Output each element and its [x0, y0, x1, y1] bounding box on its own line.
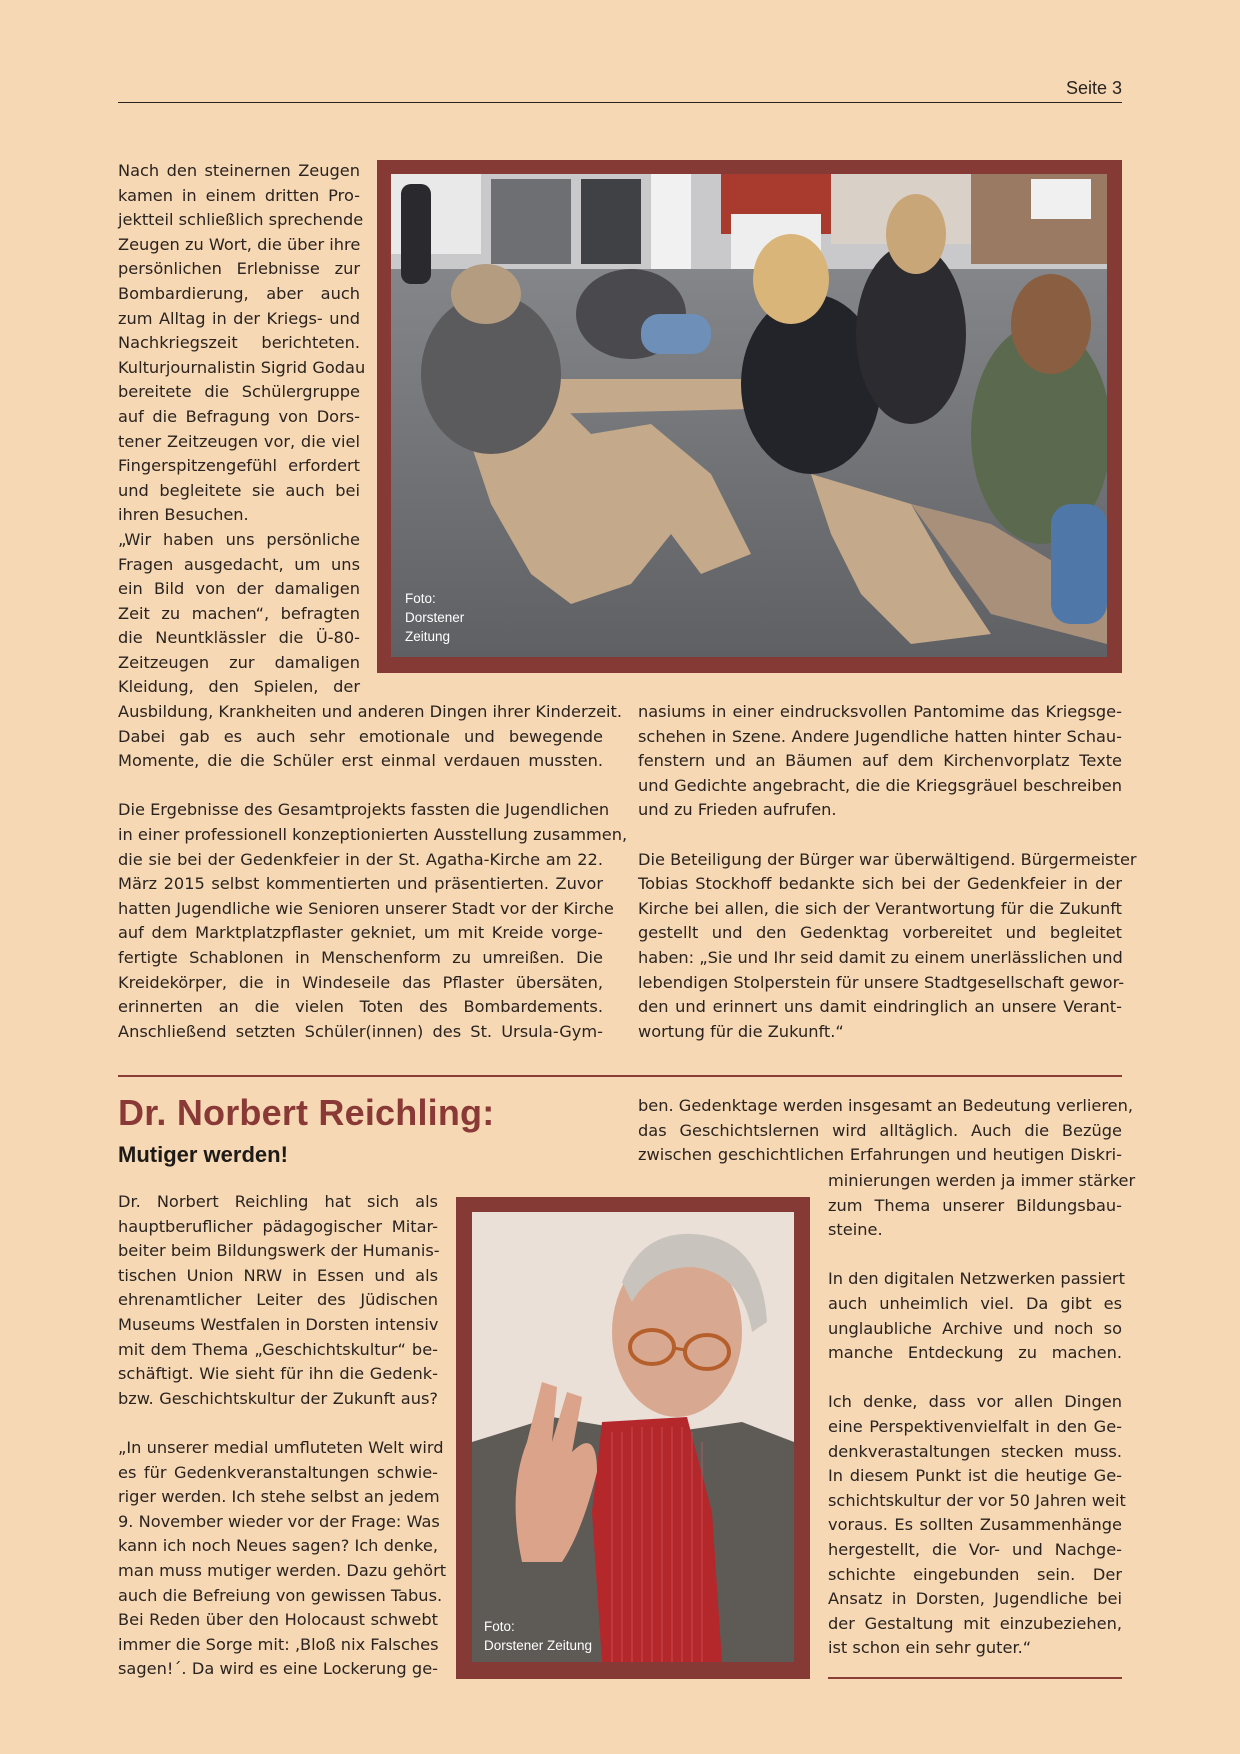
text-line: Ich denke, dass vor allen Dingen: [828, 1392, 1122, 1412]
text-line: manche Entdeckung zu machen.: [828, 1343, 1122, 1363]
text-line: „In unserer medial umfluteten Welt wird: [118, 1437, 444, 1457]
article2-headline: Dr. Norbert Reichling:: [118, 1092, 495, 1133]
text-line: das Geschichtslernen wird alltäglich. Auch die Bezüge: [638, 1120, 1122, 1140]
text-line: denkverastaltungen stecken muss.: [828, 1441, 1122, 1461]
text-line: unglaubliche Archive und noch so: [828, 1318, 1122, 1338]
text-line: Kulturjournalistin Sigrid Godau: [118, 357, 366, 377]
text-line: nasiums in einer eindrucksvollen Pantomime das Kriegsge-: [638, 702, 1122, 721]
text-line: steine.: [828, 1220, 883, 1240]
article2-photo-frame: [456, 1197, 810, 1679]
text-line: zwischen geschichtlichen Erfahrungen und heutigen Diskri-: [638, 1145, 1122, 1165]
text-line: lebendigen Stolperstein für unsere Stadtgesellschaft gewor-: [638, 972, 1125, 992]
caption-line: Dorstener: [405, 610, 465, 625]
text-line: fertigte Schablonen in Menschenform zu umreißen. Die: [118, 947, 603, 967]
text-line: hauptberuflicher pädagogischer Mitar-: [118, 1216, 438, 1236]
text-line: Die Beteiligung der Bürger war überwältigend. Bürgermeister: [638, 849, 1137, 869]
text-line: „Wir haben uns persönliche: [118, 529, 360, 549]
text-line: ben. Gedenktage werden insgesamt an Bedeutung verlieren,: [638, 1096, 1134, 1115]
page-number: Seite 3: [1065, 78, 1122, 98]
text-line: Die Ergebnisse des Gesamtprojekts fassten die Jugendlichen: [118, 800, 610, 820]
text-line: mit dem Thema „Geschichtskultur“ be-: [118, 1339, 438, 1359]
caption-line: Foto:: [484, 1619, 515, 1634]
article1-column2: [638, 700, 1137, 1044]
text-line: erinnerten an die vielen Toten des Bombardements.: [118, 997, 603, 1017]
text-line: schäftigt. Wie sieht für ihn die Gedenk-: [118, 1364, 438, 1384]
text-line: minierungen werden ja immer stärker: [828, 1171, 1136, 1190]
text-line: sagen!´. Da wird es eine Lockerung ge-: [118, 1659, 438, 1679]
page-header: [118, 76, 1122, 103]
article1-column1-wide: [118, 700, 628, 1044]
text-line: auf dem Marktplatzpflaster gekniet, um mit Kreide vorge-: [118, 923, 603, 943]
article2-photo-caption: [484, 1617, 592, 1655]
text-line: Kirche bei allen, die sich der Verantwortung für die Zukunft: [638, 898, 1122, 918]
article1-photo: [391, 174, 1107, 657]
text-line: die Neuntklässler die Ü-80-: [118, 628, 360, 648]
paragraph-gap: [828, 1243, 1122, 1268]
text-line: ist schon ein sehr guter.“: [828, 1638, 1032, 1658]
article2-column1: [118, 1190, 447, 1682]
text-line: fenstern und an Bäumen auf dem Kirchenvorplatz Texte: [638, 751, 1122, 771]
text-line: ihren Besuchen.: [118, 505, 249, 525]
text-line: In diesem Punkt ist die heutige Ge-: [828, 1466, 1122, 1486]
text-line: Nachkriegszeit berichteten.: [118, 333, 360, 353]
text-line: März 2015 selbst kommentierten und präsentierten. Zuvor: [118, 874, 603, 894]
text-line: schichtskultur der vor 50 Jahren weit: [828, 1490, 1126, 1510]
text-line: gestellt und den Gedenktag vorbereitet und begleitet: [638, 923, 1122, 943]
text-line: hatten Jugendliche wie Senioren unserer Stadt vor der Kirche: [118, 898, 614, 918]
text-line: riger werden. Ich stehe selbst an jedem: [118, 1487, 440, 1507]
text-line: Zeitzeugen zur damaligen: [118, 652, 360, 672]
text-line: der Gestaltung mit einzubeziehen,: [828, 1613, 1122, 1633]
text-line: tener Zeitzeugen vor, die viel: [118, 431, 360, 451]
text-line: die sie bei der Gedenkfeier in der St. Agatha-Kirche am 22.: [118, 849, 603, 869]
article2-photo: [472, 1212, 794, 1662]
text-line: immer die Sorge mit: ‚Bloß nix Falsches: [118, 1634, 439, 1654]
text-line: es für Gedenkveranstaltungen schwie-: [118, 1462, 438, 1482]
section-divider: [118, 1075, 1122, 1077]
portrait-photo: [472, 1212, 794, 1662]
text-line: Bombardierung, aber auch: [118, 283, 360, 303]
article1-photo-frame: [377, 160, 1122, 673]
text-line: Zeugen zu Wort, die über ihre: [118, 234, 361, 254]
text-line: Bei Reden über den Holocaust schwebt: [118, 1610, 438, 1630]
text-line: Anschließend setzten Schüler(innen) des St. Ursula-Gym-: [118, 1021, 603, 1041]
text-line: beiter beim Bildungswerk der Humanis-: [118, 1241, 440, 1261]
students-chalk-outline-photo: [391, 174, 1107, 657]
paragraph-gap: [638, 823, 1122, 848]
caption-line: Dorstener Zeitung: [484, 1638, 593, 1653]
paragraph-gap: [828, 1366, 1122, 1391]
text-line: ein Bild von der damaligen: [118, 579, 360, 599]
text-line: Fingerspitzengefühl erfordert: [118, 456, 360, 476]
article1-column1-narrow: [118, 159, 366, 700]
text-line: Ansatz in Dorsten, Jugendliche bei: [828, 1589, 1122, 1609]
text-line: man muss mutiger werden. Dazu gehört: [118, 1560, 447, 1580]
text-line: Kreidekörper, die in Windeseile das Pflaster übersäten,: [118, 972, 603, 992]
text-line: Kleidung, den Spielen, der: [118, 677, 360, 697]
text-line: eine Perspektivenvielfalt in den Ge-: [828, 1416, 1122, 1436]
text-line: und zu Frieden aufrufen.: [638, 800, 837, 820]
text-line: kamen in einem dritten Pro-: [118, 185, 360, 205]
article2-column2-top: [638, 1094, 1134, 1168]
caption-line: Zeitung: [405, 629, 451, 644]
text-line: in einer professionell konzeptionierten Ausstellung zusammen,: [118, 824, 628, 844]
text-line: schichte eingebunden sein. Der: [828, 1564, 1122, 1584]
text-line: Ausbildung, Krankheiten und anderen Dingen ihrer Kinderzeit.: [118, 702, 623, 721]
text-line: bereitete die Schülergruppe: [118, 382, 360, 402]
text-line: Dr. Norbert Reichling hat sich als: [118, 1192, 438, 1211]
text-line: auch unheimlich viel. Da gibt es: [828, 1293, 1122, 1313]
text-line: und Gedichte angebracht, die die Kriegsgräuel beschreiben: [638, 775, 1122, 795]
text-line: Tobias Stockhoff bedankte sich bei der Gedenkfeier in der: [638, 874, 1122, 894]
text-line: voraus. Es sollten Zusammenhänge: [828, 1515, 1122, 1535]
text-line: Zeit zu machen“, befragten: [118, 603, 360, 623]
text-line: und begleitete sie auch bei: [118, 480, 360, 500]
text-line: Dabei gab es auch sehr emotionale und bewegende: [118, 726, 603, 746]
paragraph-gap: [118, 774, 603, 799]
text-line: persönlichen Erlebnisse zur: [118, 259, 360, 279]
text-line: Nach den steinernen Zeugen: [118, 161, 360, 180]
text-line: bzw. Geschichtskultur der Zukunft aus?: [118, 1388, 438, 1408]
text-line: Momente, die die Schüler erst einmal verdauen mussten.: [118, 751, 603, 771]
text-line: auf die Befragung von Dors-: [118, 406, 360, 426]
text-line: zum Alltag in der Kriegs- und: [118, 308, 360, 328]
text-line: haben: „Sie und Ihr seid damit zu einem unerlässlichen und: [638, 947, 1123, 967]
caption-line: Foto:: [405, 591, 436, 606]
text-line: kann ich noch Neues sagen? Ich denke,: [118, 1536, 438, 1556]
text-line: 9. November wieder vor der Frage: Was: [118, 1511, 440, 1531]
text-line: hergestellt, die Vor- und Nachge-: [828, 1539, 1122, 1559]
text-line: den und erinnert uns damit eindringlich an unsere Verant-: [638, 997, 1122, 1017]
article2-subheadline: Mutiger werden!: [118, 1142, 288, 1167]
text-line: schehen in Szene. Andere Jugendliche hatten hinter Schau-: [638, 726, 1122, 746]
text-line: jektteil schließlich sprechende: [118, 210, 364, 230]
article1-photo-caption: [405, 589, 464, 646]
text-line: ehrenamtlicher Leiter des Jüdischen: [118, 1290, 438, 1310]
text-line: wortung für die Zukunft.“: [638, 1021, 844, 1041]
text-line: zum Thema unserer Bildungsbau-: [828, 1195, 1122, 1215]
text-line: Fragen ausgedacht, um uns: [118, 554, 360, 574]
article2-column3: [828, 1169, 1136, 1661]
text-line: Museums Westfalen in Dorsten intensiv: [118, 1314, 439, 1334]
paragraph-gap: [118, 1411, 438, 1436]
text-line: auch die Befreiung von gewissen Tabus.: [118, 1585, 443, 1605]
text-line: In den digitalen Netzwerken passiert: [828, 1269, 1125, 1289]
text-line: tischen Union NRW in Essen und als: [118, 1265, 438, 1285]
article2-end-rule: [828, 1677, 1122, 1679]
